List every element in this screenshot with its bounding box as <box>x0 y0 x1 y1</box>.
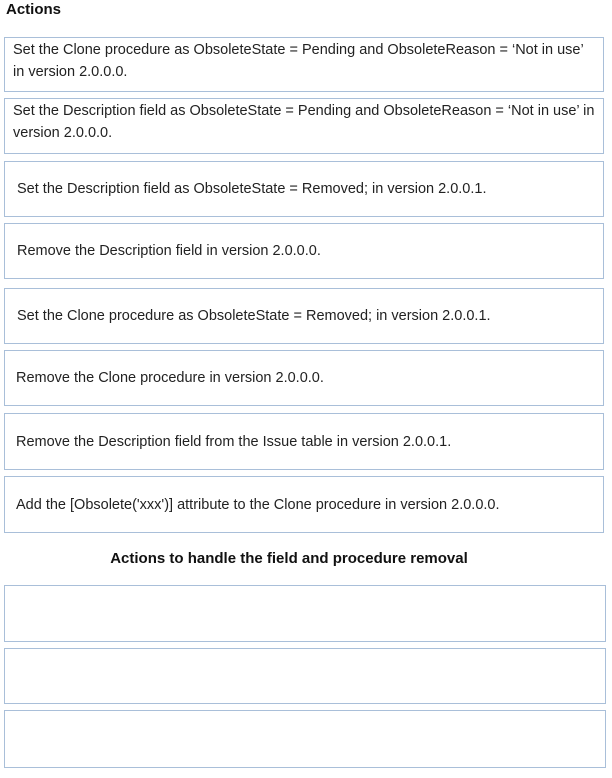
action-item-set-clone-removed[interactable] <box>4 288 604 344</box>
answer-slot-1[interactable] <box>4 585 606 642</box>
actions-heading: Actions <box>6 1 62 18</box>
action-item-set-description-removed[interactable] <box>4 161 604 217</box>
answer-heading: Actions to handle the field and procedure removal <box>110 550 468 567</box>
action-item-label: Remove the Description field from the Issue table in version 2.0.0.1. <box>16 433 452 450</box>
action-item-label: Set the Description field as ObsoleteState = Pending and ObsoleteReason = ‘Not in use’ in version 2.0.0.0. <box>13 103 595 141</box>
action-item-label: Set the Clone procedure as ObsoleteState = Removed; in version 2.0.0.1. <box>17 308 491 324</box>
action-item-remove-description-field[interactable] <box>4 223 604 279</box>
action-item-label: Set the Clone procedure as ObsoleteState = Pending and ObsoleteReason = ‘Not in use’ in version 2.0.0.0. <box>13 42 584 80</box>
action-item-label: Remove the Clone procedure in version 2.0.0.0. <box>16 370 324 386</box>
action-item-set-clone-pending[interactable] <box>4 37 604 92</box>
action-item-add-obsolete-attribute[interactable] <box>4 476 604 533</box>
answer-slot-3[interactable] <box>4 710 606 768</box>
action-item-label: Set the Description field as ObsoleteState = Removed; in version 2.0.0.1. <box>17 181 487 197</box>
action-item-remove-description-from-issue-table[interactable] <box>4 413 604 470</box>
action-item-remove-clone-procedure[interactable] <box>4 350 604 406</box>
answer-slot-2[interactable] <box>4 648 606 704</box>
action-item-label: Remove the Description field in version 2.0.0.0. <box>17 243 321 259</box>
action-item-set-description-pending[interactable] <box>4 98 604 154</box>
action-item-label: Add the [Obsolete('xxx')] attribute to the Clone procedure in version 2.0.0.0. <box>16 496 500 513</box>
